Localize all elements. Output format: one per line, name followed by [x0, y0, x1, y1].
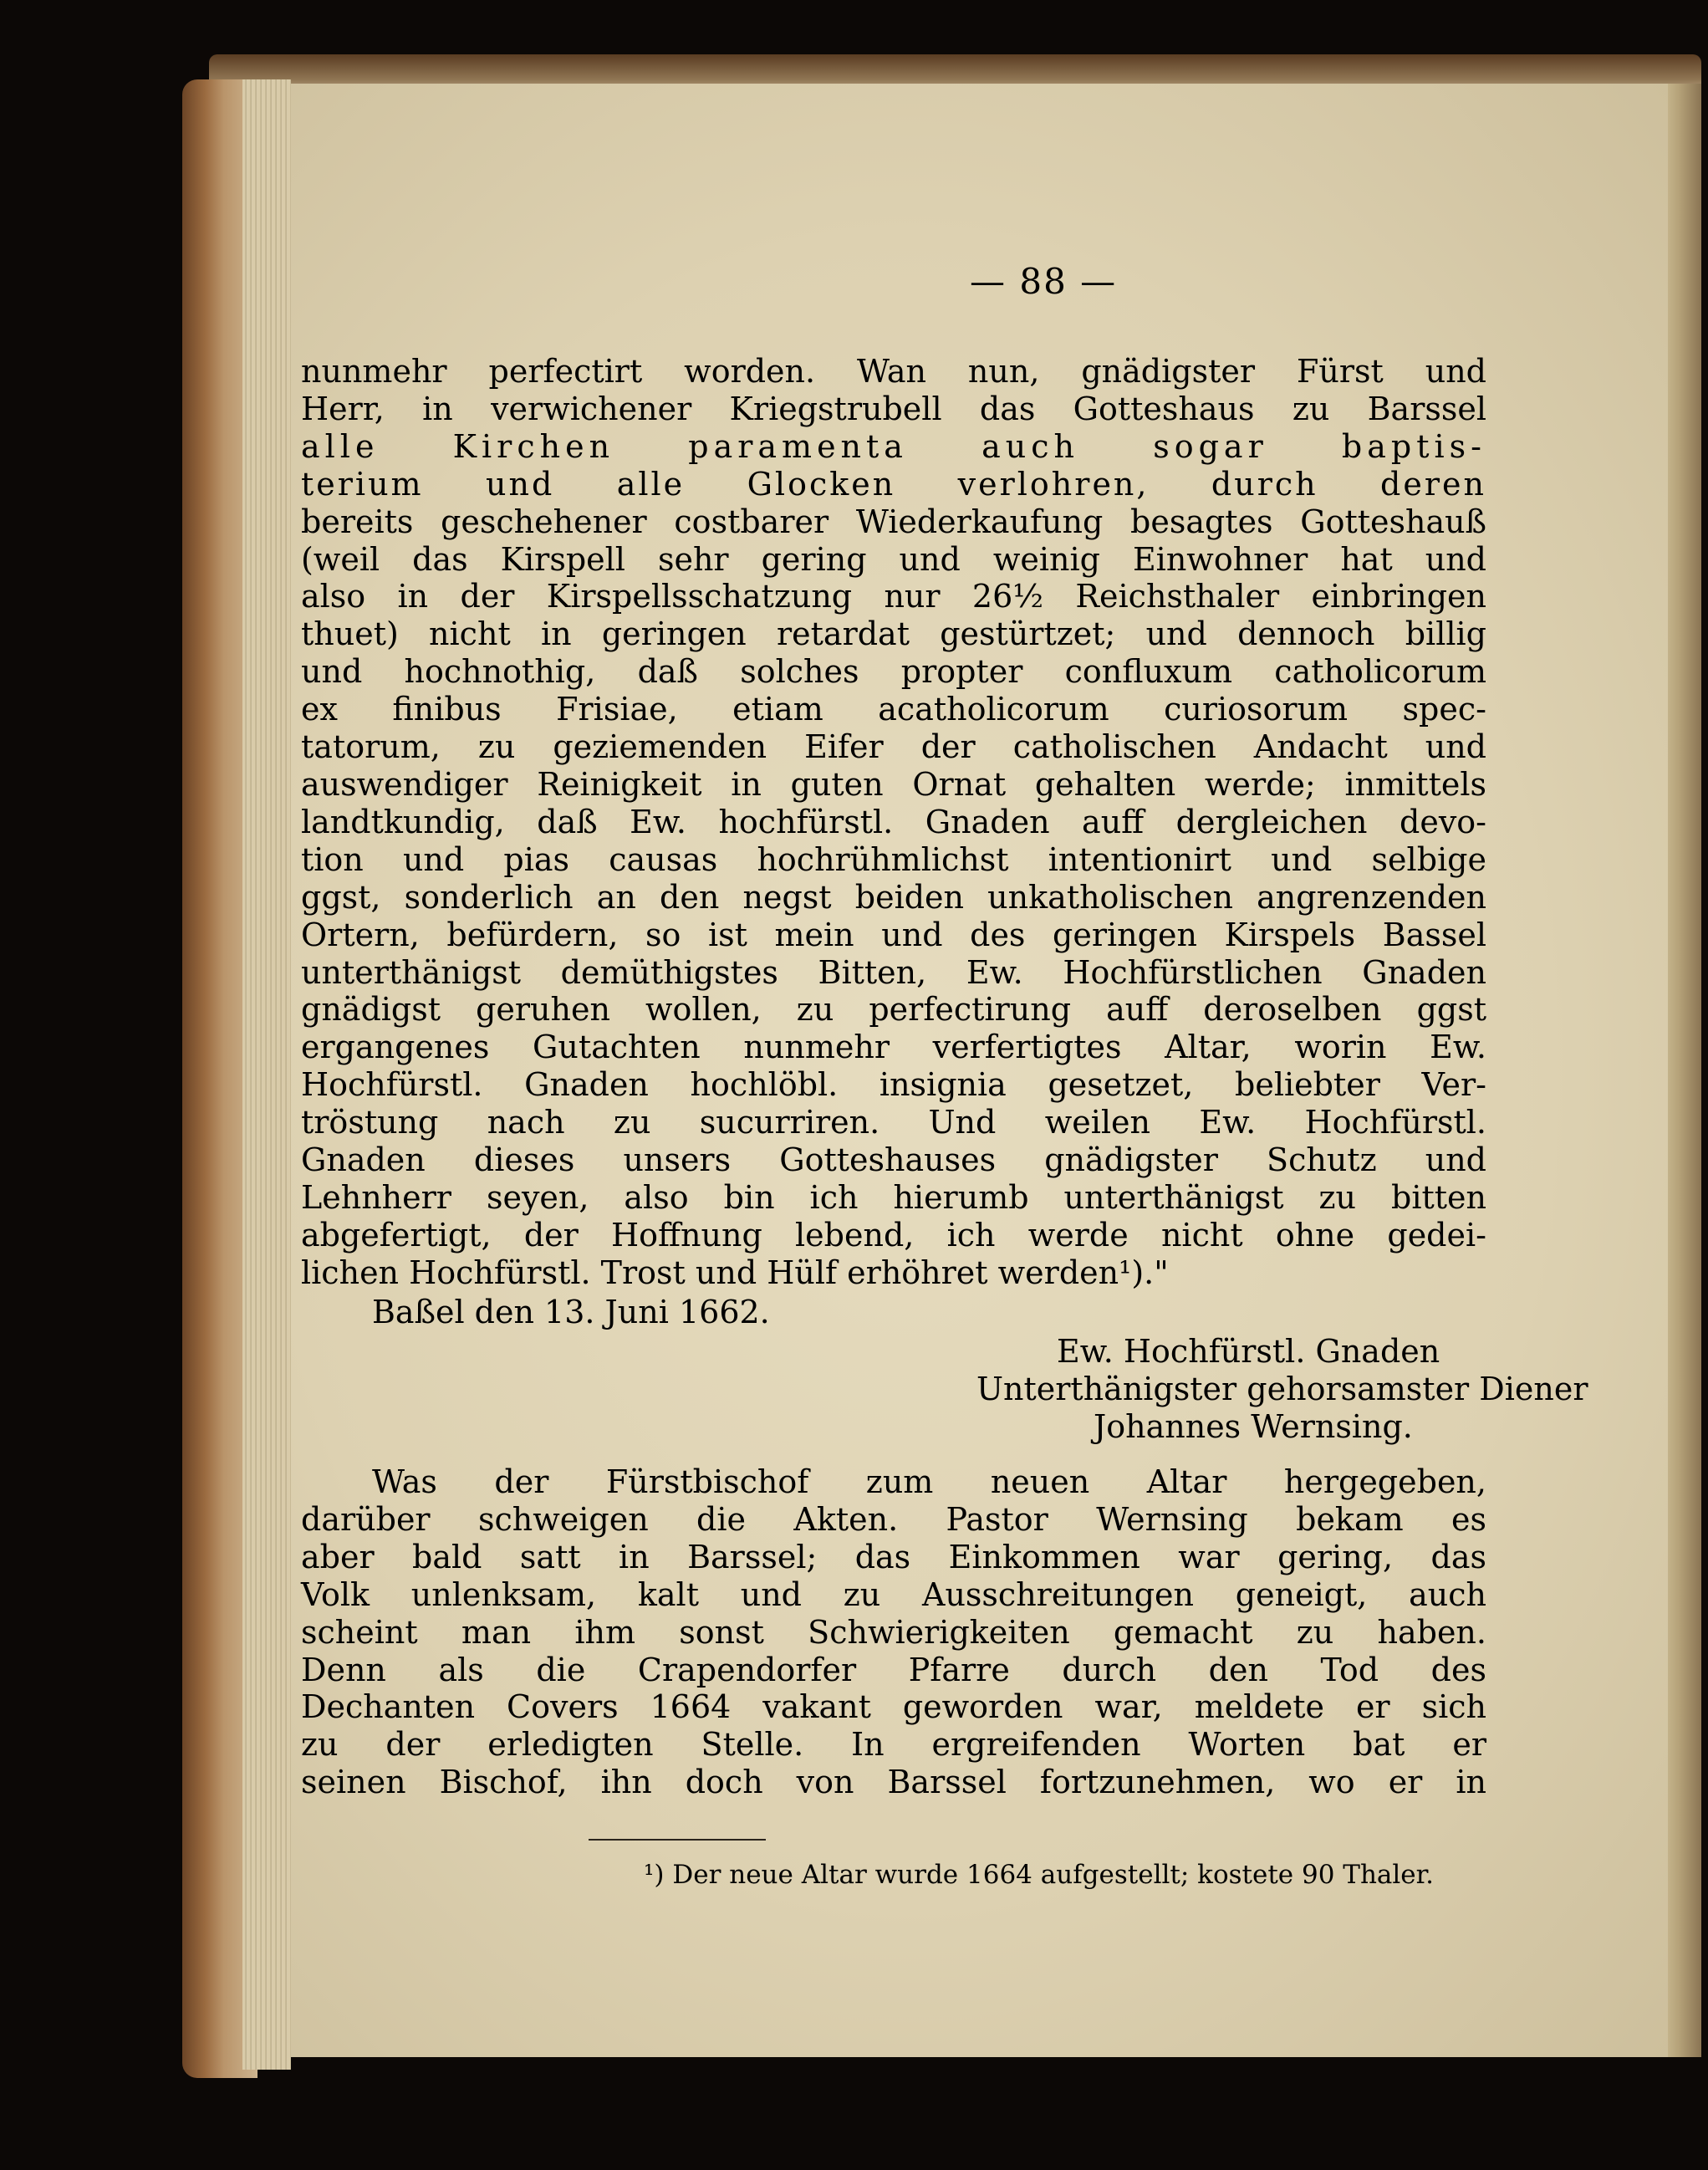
- text-line: also in der Kirspellsschatzung nur 26½ Reichsthaler einbringen: [301, 578, 1486, 615]
- text-line: und hochnothig, daß solches propter confluxum catholicorum: [301, 653, 1486, 691]
- closing-title: Unterthänigster gehorsamster Diener: [976, 1371, 1588, 1407]
- text-line: abgefertigt, der Hoffnung lebend, ich werde nicht ohne gedei-: [301, 1216, 1486, 1253]
- text-line: Ortern, befürdern, so ist mein und des geringen Kirspels Bassel: [301, 916, 1486, 953]
- text-line: zu der erledigten Stelle. In ergreifenden Worten bat er: [301, 1726, 1486, 1764]
- text-line: unterthänigst demüthigstes Bitten, Ew. Hochfürstlichen Gnaden: [301, 953, 1486, 991]
- text-line: darüber schweigen die Akten. Pastor Wernsing bekam es: [301, 1500, 1486, 1538]
- text-line: thuet) nicht in geringen retardat gestürtzet; und dennoch billig: [301, 615, 1486, 653]
- page-stack: [242, 79, 291, 2070]
- text-line: seinen Bischof, ihn doch von Barssel fortzunehmen, wo er in: [301, 1764, 1486, 1801]
- text-line: Was der Fürstbischof zum neuen Altar hergegeben,: [372, 1463, 1486, 1500]
- footnote: ¹) Der neue Altar wurde 1664 aufgestellt; kostete 90 Thaler.: [644, 1860, 1434, 1890]
- text-line: tatorum, zu geziemenden Eifer der catholischen Andacht und: [301, 728, 1486, 766]
- closing-signature: Johannes Wernsing.: [1094, 1408, 1413, 1445]
- text-line: Denn als die Crapendorfer Pfarre durch den Tod des: [301, 1651, 1486, 1688]
- dateline: Baßel den 13. Juni 1662.: [372, 1294, 770, 1330]
- text-line: gnädigst geruhen wollen, zu perfectirung auff deroselben ggst: [301, 991, 1486, 1029]
- text-line: (weil das Kirspell sehr gering und weinig Einwohner hat und: [301, 540, 1486, 578]
- closing-salutation: Ew. Hochfürstl. Gnaden: [1057, 1333, 1440, 1370]
- text-line: Lehnherr seyen, also bin ich hierumb unterthänigst zu bitten: [301, 1178, 1486, 1216]
- text-line: Hochfürstl. Gnaden hochlöbl. insignia gesetzet, beliebter Ver-: [301, 1066, 1486, 1104]
- footnote-rule: [589, 1839, 766, 1841]
- text-line: tion und pias causas hochrühmlichst intentionirt und selbige: [301, 840, 1486, 878]
- text-line: lichen Hochfürstl. Trost und Hülf erhöhret werden¹).": [301, 1253, 1169, 1291]
- text-line: ex finibus Frisiae, etiam acatholicorum curiosorum spec-: [301, 691, 1486, 728]
- text-line: Dechanten Covers 1664 vakant geworden war, meldete er sich: [301, 1688, 1486, 1726]
- text-line: aber bald satt in Barssel; das Einkommen war gering, das: [301, 1538, 1486, 1575]
- text-line: Volk unlenksam, kalt und zu Ausschreitungen geneigt, auch: [301, 1575, 1486, 1613]
- text-line: scheint man ihm sonst Schwierigkeiten gemacht zu haben.: [301, 1613, 1486, 1651]
- text-line: terium und alle Glocken verlohren, durch deren: [301, 465, 1486, 503]
- text-line: alle Kirchen paramenta auch sogar baptis-: [301, 427, 1486, 465]
- paragraph-2: [301, 1463, 1486, 1801]
- text-line: ggst, sonderlich an den negst beiden unkatholischen angrenzenden: [301, 878, 1486, 916]
- paragraph-1: [301, 353, 1486, 1292]
- text-line: landtkundig, daß Ew. hochfürstl. Gnaden auff dergleichen devo-: [301, 803, 1486, 840]
- text-line: bereits geschehener costbarer Wiederkaufung besagtes Gotteshauß: [301, 503, 1486, 540]
- text-line: tröstung nach zu sucurriren. Und weilen Ew. Hochfürstl.: [301, 1104, 1486, 1141]
- text-line: Herr, in verwichener Kriegstrubell das Gotteshaus zu Barssel: [301, 390, 1486, 427]
- text-line: auswendiger Reinigkeit in guten Ornat gehalten werde; inmittels: [301, 765, 1486, 803]
- text-line: nunmehr perfectirt worden. Wan nun, gnädigster Fürst und: [301, 353, 1486, 390]
- text-line: Gnaden dieses unsers Gotteshauses gnädigster Schutz und: [301, 1141, 1486, 1179]
- page-number: — 88 —: [970, 261, 1118, 302]
- text-line: ergangenes Gutachten nunmehr verfertigtes Altar, worin Ew.: [301, 1029, 1486, 1066]
- book-right-edge: [1664, 84, 1701, 2057]
